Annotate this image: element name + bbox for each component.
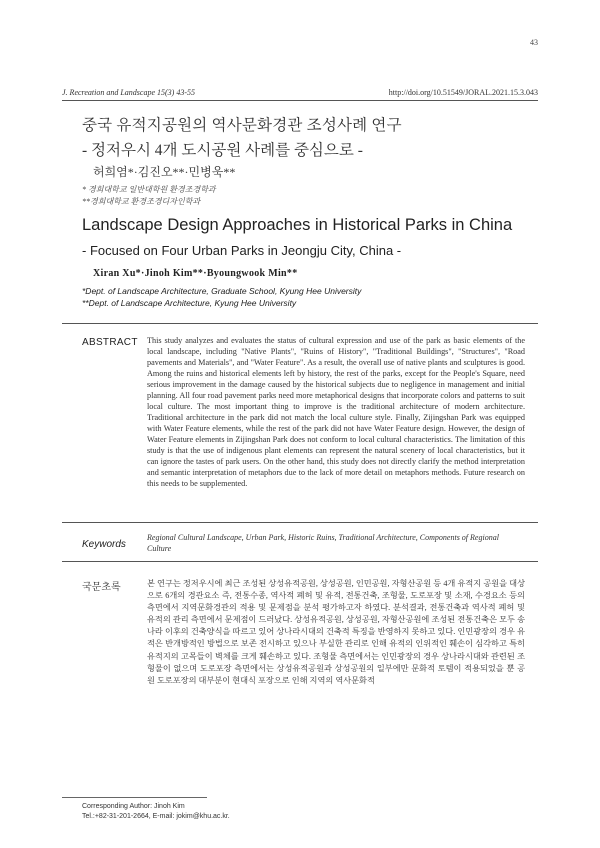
korean-title: 중국 유적지공원의 역사문화경관 조성사례 연구: [82, 117, 402, 134]
korean-authors: 허희염*·김진오**·민병욱**: [93, 165, 236, 179]
abstract-label: ABSTRACT: [82, 337, 138, 348]
korean-subtitle: - 정저우시 4개 도시공원 사례를 중심으로 -: [82, 142, 363, 159]
abstract-top-rule: [62, 323, 538, 324]
keywords-bottom-rule: [62, 561, 538, 562]
korean-affiliation-2: **경희대학교 환경조경디자인학과: [82, 197, 201, 206]
korean-abstract-label: 국문초록: [82, 582, 121, 593]
korean-affiliation-1: * 경희대학교 일반대학원 환경조경학과: [82, 185, 216, 194]
doi-link[interactable]: http://doi.org/10.51549/JORAL.2021.15.3.043: [388, 88, 538, 97]
english-subtitle: - Focused on Four Urban Parks in Jeongju City, China -: [82, 243, 402, 258]
corresponding-author: Corresponding Author: Jinoh Kim: [82, 803, 185, 810]
english-title: Landscape Design Approaches in Historical Parks in China: [82, 216, 513, 234]
english-authors: Xiran Xu*·Jinoh Kim**·Byoungwook Min**: [93, 268, 298, 279]
keywords-top-rule: [62, 522, 538, 523]
english-affiliation-2: **Dept. of Landscape Architecture, Kyung Hee University: [82, 298, 297, 308]
korean-abstract-text: 본 연구는 정저우시에 최근 조성된 상성유적공원, 상성공원, 인민공원, 자형산공원 등 4개 유적지 공원을 대상으로 6개의 경관요소 즉, 전통수종, 역사적 폐허 및 유적, 전통건축, 조형물, 도로포장 및 소재, 수경요소 등의 측면에서 지역문화경관의 적용 및 문제점을 분석 평가하고자 하였다. 분석결과, 전통건축과 역사적 폐허 및 유적의 관리 측면에서 문제점이 드러났다. 상성유적공원, 상성공원, 자형산공원에 조성된 전통건축은 모두 송나라 이후의 건축양식을 따르고 있어 상나라시대의 건축적 특징을 반영하지 못하고 있다. 인민광장의 경우 유적은 반개방적인 방법으로 보존 전시하고 있으나 부실한 관리로 인해 유적의 인위적인 훼손이 심각하고 특히 유적지의 고목들이 벽체를 크게 훼손하고 있다. 조형물 측면에서는 인민광장의 경우 상나라시대와 관련된 조형물이 없으며 도로포장 측면에서는 상성유적공원과 상성공원의 일부에만 문화적 토템이 적용되었을 뿐 공원 도로포장의 대부분이 현대식 포장으로 인해 지역의 역사문화적: [147, 579, 525, 685]
corresponding-contact: Tel.:+82-31-201-2664, E-mail: jokim@khu.ac.kr.: [82, 813, 230, 820]
english-affiliation-1: *Dept. of Landscape Architecture, Graduate School, Kyung Hee University: [82, 286, 362, 296]
journal-citation: J. Recreation and Landscape 15(3) 43-55: [62, 88, 196, 97]
page-number: 43: [530, 38, 538, 47]
abstract-text: This study analyzes and evaluates the status of cultural expression and use of the park as basic elements of the local landscape, including "Native Plants", "Ruins of History", "Traditional Buildings", "Structures", "Road pavements and Materials", and "Water Feature". As a result, the overall use of native plants and sculptures is good. Among the ruins and historical elements left by history, the rest of the parks, except for the People's Square, need serious improvement in the damage caused by the historical subjects due to negligence in management and initial planning. All four road pavement parks need more metaphorical designs that incorporate colors and patterns to suit local culture. The most important thing to improve is the traditional architecture of modern architecture. Traditional architecture in the park did not match the local culture style. Finally, Zijingshan Park was equipped with Water Feature elements, while the rest of the park did not have Water Feature design. However, the design of Water Feature elements in Zijingshan Park does not conform to local cultural characteristics. The limitation of this study is that the use of indigenous plant elements can represent the natural scenery of local characteristics, but it can ignore the tastes of park users. On the other hand, this study does not directly clarify the method interpretation and semantic interpretation of metaphors due to the lack of more detail on metaphors methods. Future research on this needs to be supplemented.: [147, 336, 525, 488]
keywords-label: Keywords: [82, 539, 126, 550]
keywords-text: Regional Cultural Landscape, Urban Park, Historic Ruins, Traditional Architecture, Components of Regional Culture: [147, 533, 499, 553]
header-rule: [62, 100, 538, 101]
running-header: [62, 88, 538, 97]
footnote-rule: [62, 797, 207, 798]
